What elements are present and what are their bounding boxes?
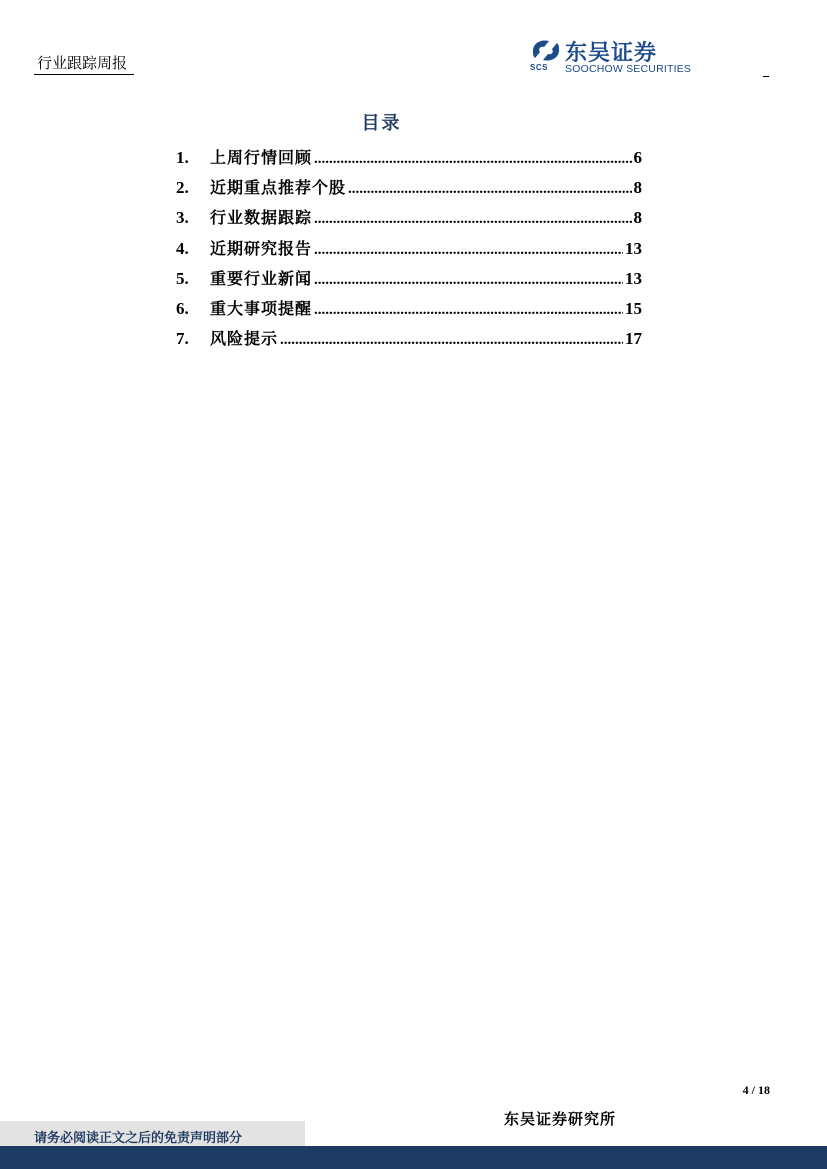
footer-org-name: 东吴证券研究所 <box>504 1110 617 1128</box>
toc-leader-dots <box>314 211 631 228</box>
logo-english-name: SOOCHOW SECURITIES <box>565 63 692 75</box>
toc-item-label: 近期研究报告 <box>210 238 313 258</box>
logo-abbr: SCS <box>530 63 548 72</box>
toc-item-number: 5. <box>176 268 189 288</box>
toc-item-label: 重要行业新闻 <box>210 268 313 288</box>
toc-item-page: 13 <box>625 238 642 258</box>
toc-item-label: 近期重点推荐个股 <box>210 178 347 198</box>
footer-disclaimer-text: 请务必阅读正文之后的免责声明部分 <box>34 1131 243 1146</box>
toc-leader-dots <box>280 332 623 349</box>
toc-item-number: 3. <box>176 208 189 228</box>
logo-chinese-name: 东吴证券 <box>565 41 658 66</box>
toc-item-page: 8 <box>633 208 642 228</box>
toc-leader-dots <box>314 151 631 168</box>
toc-item[interactable] <box>176 175 642 205</box>
toc-item-label: 重大事项提醒 <box>210 298 313 318</box>
toc-item[interactable] <box>176 326 642 356</box>
toc-item-number: 7. <box>176 329 189 349</box>
toc-item-number: 6. <box>176 298 189 318</box>
toc-leader-dots <box>314 272 623 289</box>
header-dash <box>763 76 769 77</box>
toc-item-number: 2. <box>176 178 189 198</box>
soochow-logo-icon <box>529 38 563 64</box>
toc-item[interactable] <box>176 145 642 175</box>
toc-item[interactable] <box>176 236 642 266</box>
toc-item[interactable] <box>176 205 642 235</box>
toc-leader-dots <box>348 181 631 198</box>
header-rule <box>34 74 134 75</box>
toc-item-label: 行业数据跟踪 <box>210 208 313 228</box>
toc-item-page: 15 <box>625 298 642 318</box>
toc-item[interactable] <box>176 266 642 296</box>
soochow-logo <box>529 38 694 74</box>
toc-item-number: 1. <box>176 148 189 167</box>
toc-item-page: 13 <box>625 268 642 288</box>
page-number: 4 / 18 <box>742 1083 770 1097</box>
footer-bar <box>0 1146 827 1169</box>
report-type-header: 行业跟踪周报 <box>37 54 128 72</box>
toc-item-number: 4. <box>176 238 189 258</box>
toc-leader-dots <box>314 302 623 319</box>
toc-item-label: 上周行情回顾 <box>210 148 313 167</box>
toc-leader-dots <box>314 242 623 259</box>
toc-heading: 目录 <box>361 113 402 134</box>
toc-item-label: 风险提示 <box>210 329 279 349</box>
toc-item-page: 17 <box>625 329 642 349</box>
toc-item[interactable] <box>176 296 642 326</box>
table-of-contents <box>176 145 642 356</box>
toc-item-page: 8 <box>633 178 642 198</box>
toc-item-page: 6 <box>633 148 642 167</box>
